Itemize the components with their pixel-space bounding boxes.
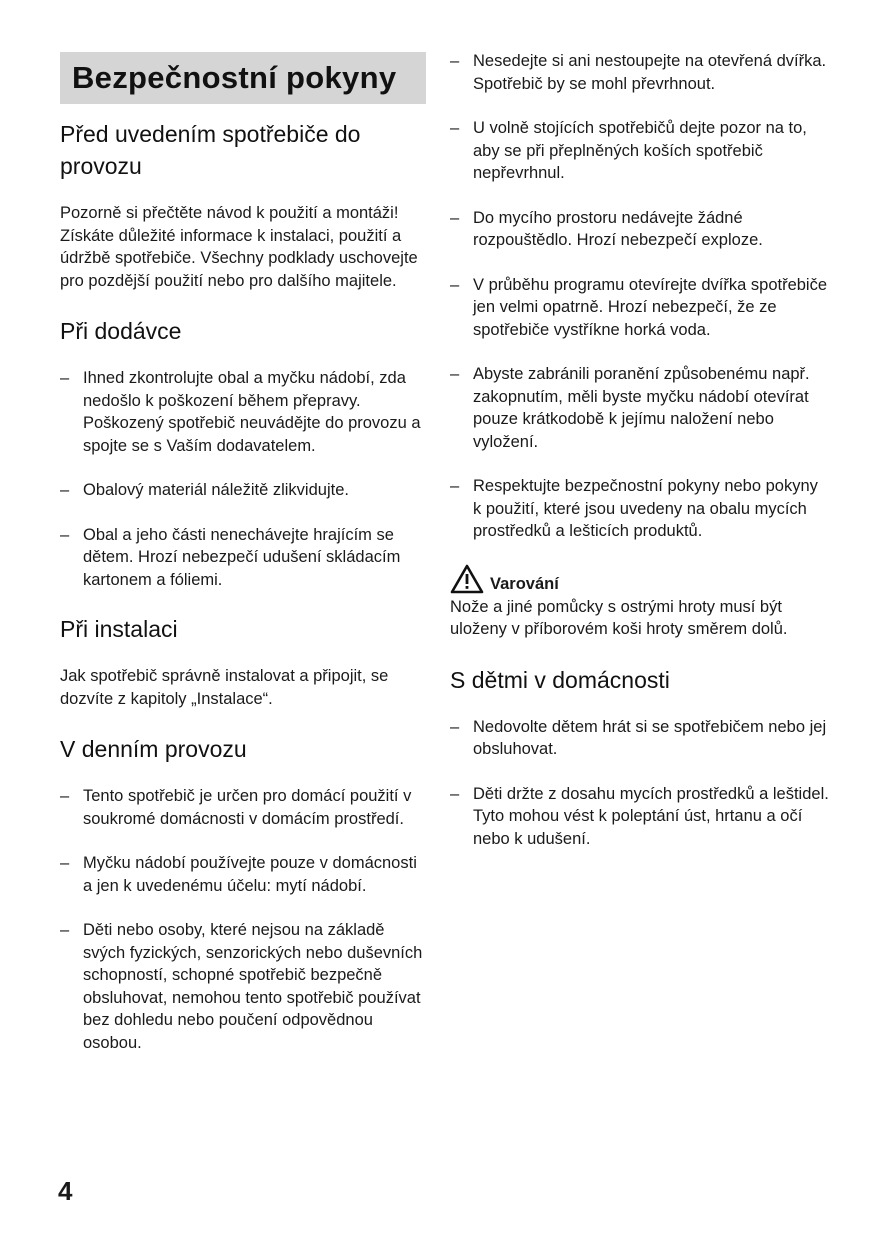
bullet-daily-9 [450, 475, 830, 543]
bullet-daily-4 [450, 50, 830, 95]
bullet-delivery-2 [60, 479, 426, 502]
bullet-daily-5 [450, 117, 830, 185]
left-column [60, 50, 426, 1054]
bullet-dash: – [60, 787, 70, 805]
bullet-dash: – [60, 525, 70, 544]
bullet-text: Abyste zabránili poranění způsobenému např. zakopnutím, měli byste myčku nádobí otevírat pouze krátkodobě k jejímu naložení nebo vyložení. [473, 365, 810, 451]
bullet-text: Děti držte z dosahu mycích prostředků a leštidel. Tyto mohou vést k poleptání úst, hrtanu a očí nebo k udušení. [473, 784, 829, 848]
bullet-text: Ihned zkontrolujte obal a myčku nádobí, zda nedošlo k poškození během přepravy. Poškozený spotřebič neuvádějte do provozu a spojte se s Vaším dodavatelem. [83, 369, 421, 455]
bullet-text: V průběhu programu otevírejte dvířka spotřebiče jen velmi opatrně. Hrozí nebezpečí, že ze spotřebiče vystříkne horká voda. [473, 275, 828, 339]
warning-triangle-icon [450, 564, 484, 594]
heading-delivery: Při dodávce [60, 318, 182, 344]
bullet-text: Děti nebo osoby, které nejsou na základě svých fyzických, senzorických nebo duševních schopností, schopné spotřebič bezpečně obsluhovat, nemohou tento spotřebič používat bez dohledu nebo poučení odpovědnou osobou. [83, 921, 423, 1052]
warning-box [450, 560, 830, 641]
bullet-dash: – [450, 275, 460, 294]
bullet-dash: – [450, 477, 460, 495]
bullet-dash: – [450, 52, 460, 70]
paragraph-installation: Jak spotřebič správně instalovat a připojit, se dozvíte z kapitoly „Instalace“. [60, 667, 389, 708]
heading-installation: Při instalaci [60, 616, 178, 642]
bullet-daily-3 [60, 919, 426, 1054]
bullet-text: Tento spotřebič je určen pro domácí použití v soukromé domácnosti v domácím prostředí. [83, 787, 412, 828]
page-title-box [60, 52, 426, 104]
bullet-delivery-1 [60, 367, 426, 457]
bullet-dash: – [450, 119, 460, 137]
page-title: Bezpečnostní pokyny [72, 60, 397, 95]
bullet-dash: – [60, 481, 70, 499]
heading-daily-use: V denním provozu [60, 736, 247, 762]
bullet-text: U volně stojících spotřebičů dejte pozor na to, aby se při přeplněných koších spotřebič nepřevrhnul. [473, 119, 807, 182]
bullet-dash: – [450, 365, 460, 383]
bullet-daily-6 [450, 207, 830, 252]
right-column [450, 50, 830, 850]
page-number: 4 [58, 1176, 73, 1206]
bullet-daily-1 [60, 785, 426, 830]
bullet-children-1 [450, 716, 830, 761]
bullet-dash: – [60, 854, 70, 872]
warning-label: Varování [490, 574, 559, 593]
bullet-text: Obal a jeho části nenechávejte hrajícím se dětem. Hrozí nebezpečí udušení skládacím kartonem a fóliemi. [83, 525, 401, 589]
bullet-daily-2 [60, 852, 426, 897]
paragraph-before-use: Pozorně si přečtěte návod k použití a montáži! Získáte důležité informace k instalaci, použití a údržbě spotřebiče. Všechny podklady uschovejte pro pozdější použití nebo pro dalšího majitele. [60, 204, 418, 290]
bullet-text: Nedovolte dětem hrát si se spotřebičem nebo jej obsluhovat. [473, 717, 827, 758]
bullet-text: Obalový materiál náležitě zlikvidujte. [83, 481, 349, 499]
bullet-children-2 [450, 783, 830, 851]
bullet-dash: – [450, 208, 460, 227]
bullet-text: Myčku nádobí používejte pouze v domácnosti a jen k uvedenému účelu: mytí nádobí. [83, 854, 417, 895]
warning-header [450, 560, 830, 594]
bullet-text: Do mycího prostoru nedávejte žádné rozpouštědlo. Hrozí nebezpečí exploze. [473, 208, 763, 249]
bullet-dash: – [450, 784, 460, 803]
bullet-delivery-3 [60, 524, 426, 592]
bullet-dash: – [60, 921, 70, 939]
heading-before-use: Před uvedením spotřebiče do provozu [60, 121, 361, 179]
bullet-daily-7 [450, 274, 830, 342]
bullet-daily-8 [450, 363, 830, 453]
bullet-dash: – [450, 717, 460, 736]
heading-children: S dětmi v domácnosti [450, 666, 670, 693]
warning-text: Nože a jiné pomůcky s ostrými hroty musí být uloženy v příborovém koši hroty směrem dolů. [450, 597, 788, 638]
bullet-text: Nesedejte si ani nestoupejte na otevřená dvířka. Spotřebič by se mohl převrhnout. [473, 52, 827, 93]
bullet-text: Respektujte bezpečnostní pokyny nebo pokyny k použití, které jsou uvedeny na obalu mycích prostředků a lešticích produktů. [473, 477, 818, 540]
bullet-dash: – [60, 369, 70, 387]
